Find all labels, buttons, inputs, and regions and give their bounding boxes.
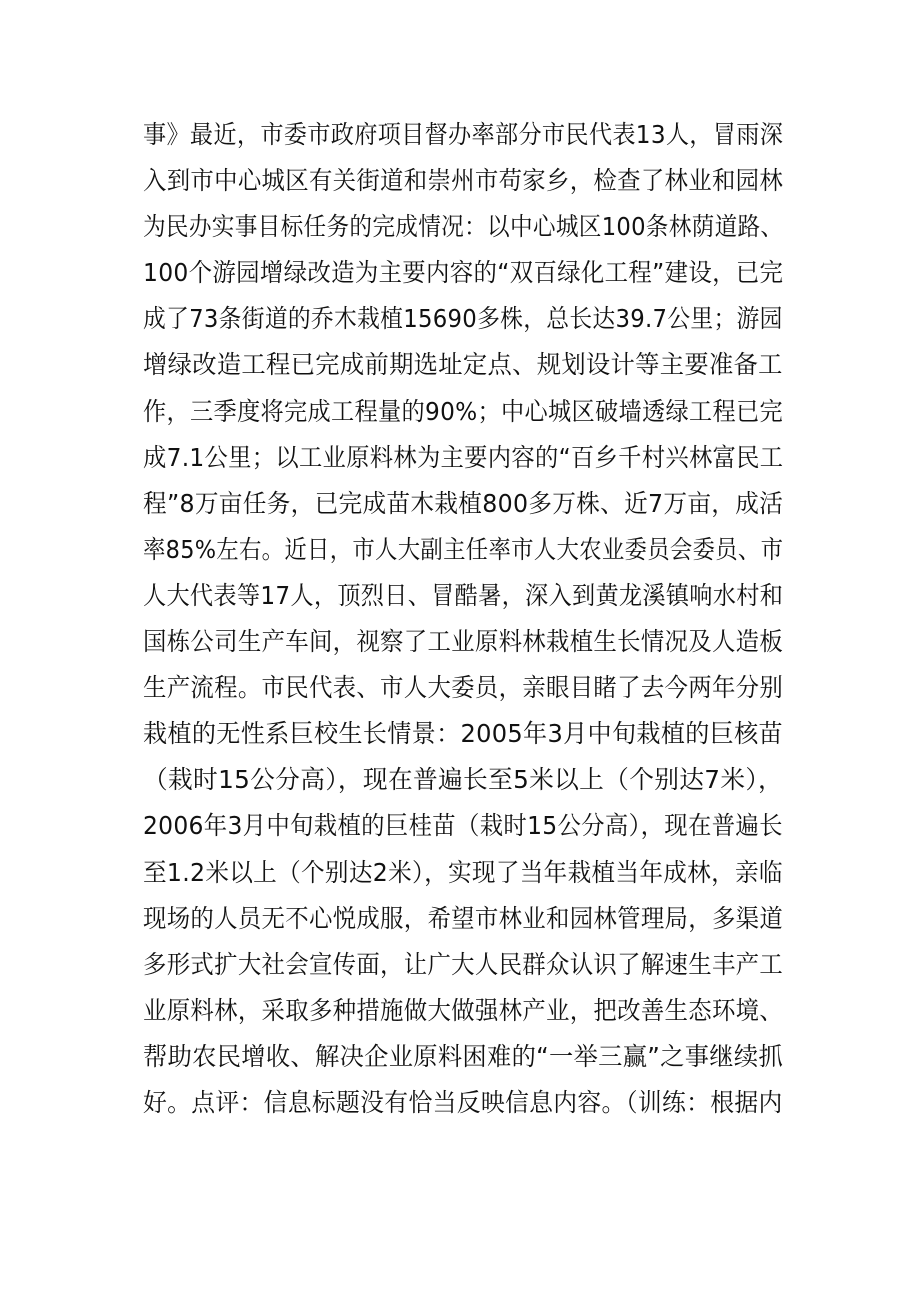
text-line: 业原料林，采取多种措施做大做强林产业，把改善生态环境、 (143, 995, 784, 1025)
text-line: 增绿改造工程已完成前期选址定点、规划设计等主要准备工 (143, 350, 783, 380)
text-line: 多形式扩大社会宣传面，让广大人民群众认识了解速生丰产工 (143, 949, 784, 979)
text-line: 帮助农民增收、解决企业原料困难的“一举三赢”之事继续抓 (143, 1041, 784, 1071)
text-line: 率85%左右。近日，市人大副主任率市人大农业委员会委员、市 (143, 534, 784, 564)
text-line: 现场的人员无不心悦成服，希望市林业和园林管理局，多渠道 (143, 903, 784, 933)
text-line: 事》最近，市委市政府项目督办率部分市民代表13人，冒雨深 (143, 120, 784, 149)
text-line: 100个游园增绿改造为主要内容的“双百绿化工程”建设，已完 (143, 258, 784, 288)
text-line: 作，三季度将完成工程量的90%；中心城区破墙透绿工程已完 (143, 396, 783, 426)
text-line: 成7.1公里；以工业原料林为主要内容的“百乡千村兴林富民工 (143, 442, 784, 472)
body-paragraph (143, 112, 783, 1126)
text-line: 好。点评：信息标题没有恰当反映信息内容。（训练：根据内 (143, 1087, 783, 1117)
text-line: 人大代表等17人，顶烈日、冒酷暑，深入到黄龙溪镇响水村和 (143, 580, 784, 610)
text-line: 成了73条街道的乔木栽植15690多株，总长达39.7公里；游园 (143, 304, 783, 334)
text-line: （栽时15公分高），现在普遍长至5米以上（个别达7米）， (143, 765, 784, 795)
text-line: 为民办实事目标任务的完成情况：以中心城区100条林荫道路、 (143, 212, 784, 242)
text-line: 国栋公司生产车间，视察了工业原料林栽植生长情况及人造板 (143, 627, 784, 657)
text-line: 程”8万亩任务，已完成苗木栽植800多万株、近7万亩，成活 (143, 488, 784, 518)
text-line: 栽植的无性系巨校生长情景：2005年3月中旬栽植的巨核苗 (143, 719, 783, 749)
text-line: 至1.2米以上（个别达2米），实现了当年栽植当年成林，亲临 (143, 857, 783, 887)
text-line: 生产流程。市民代表、市人大委员，亲眼目睹了去今两年分别 (143, 673, 784, 703)
text-line: 2006年3月中旬栽植的巨桂苗（栽时15公分高），现在普遍长 (143, 811, 783, 841)
text-line: 入到市中心城区有关街道和崇州市苟家乡，检查了林业和园林 (143, 166, 784, 196)
